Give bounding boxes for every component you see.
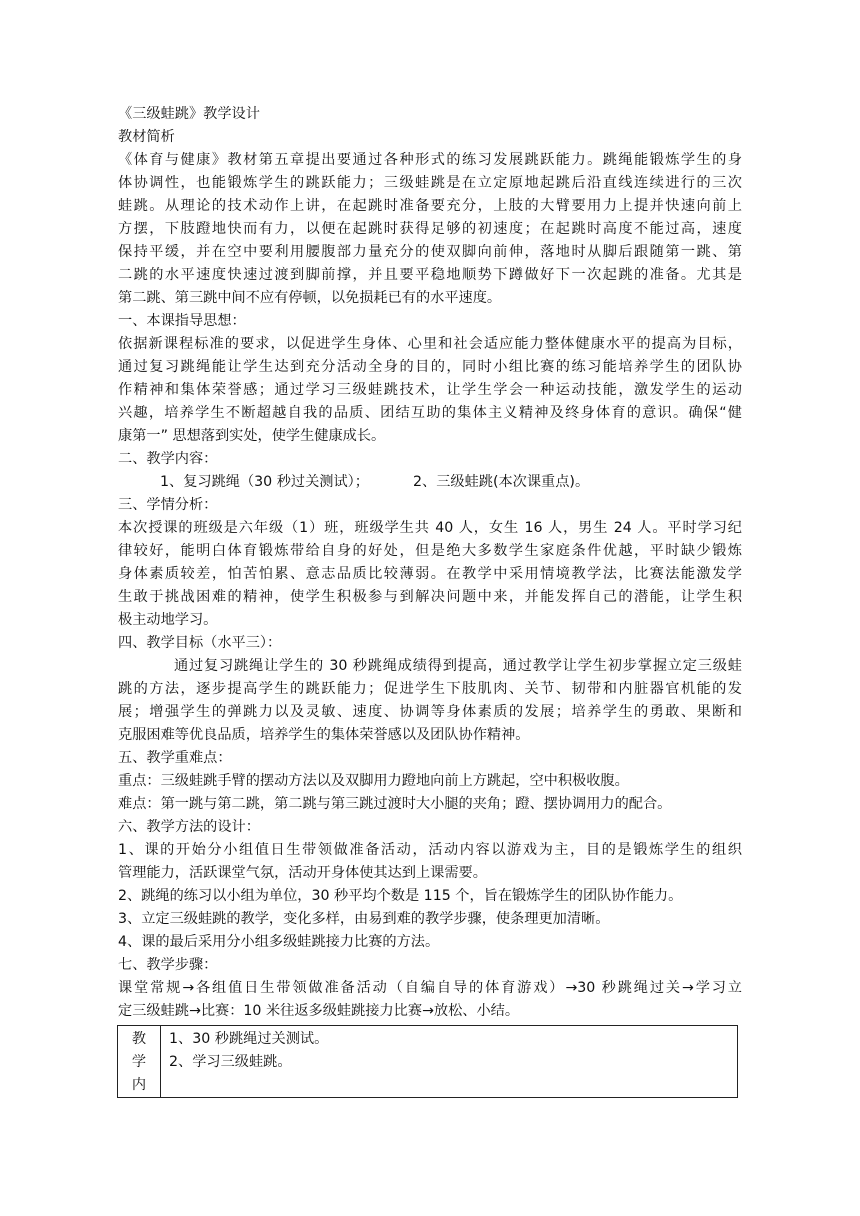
text-line: 律较好，能明白体育锻炼带给自身的好处，但是绝大多数学生家庭条件优越，平时缺少锻炼 [118, 543, 742, 559]
text-line: 方摆，下肢蹬地快而有力，以便在起跳时获得足够的初速度；在起跳时高度不能过高，速度 [118, 221, 742, 237]
lesson-content-table [117, 1025, 738, 1098]
text-line: 展；增强学生的弹跳力以及灵敏、速度、协调等身体素质的发展；培养学生的勇敢、果断和 [118, 704, 742, 720]
objective-first-line: 通过复习跳绳让学生的 30 秒跳绳成绩得到提高，通过教学让学生初步掌握立定三级蛙 [174, 658, 742, 674]
text-line: 兴趣，培养学生不断超越自我的品质、团结互助的集体主义精神及终身体育的意识。确保“健 [118, 405, 742, 421]
table-label-char: 教 [131, 1031, 147, 1047]
table-label-char: 内 [131, 1077, 147, 1093]
text-line: 七、教学步骤： [118, 957, 218, 973]
text-line: 二跳的水平速度快速过渡到脚前撑，并且要平稳地顺势下蹲做好下一次起跳的准备。尤其是 [118, 267, 742, 283]
teaching-content-item-2: 2、三级蛙跳(本次课重点)。 [413, 474, 590, 490]
text-line: 五、教学重难点： [118, 750, 232, 766]
text-line: 四、教学目标（水平三）： [118, 635, 282, 651]
table-label-cell [118, 1026, 161, 1098]
text-line: 三、学情分析： [118, 497, 218, 513]
section-block-2 [118, 494, 742, 655]
text-line: 生敢于挑战困难的精神，使学生积极参与到解决问题中来，并能发挥自己的潜能，让学生积 [118, 589, 742, 605]
document-body [118, 103, 742, 1023]
text-line: 跳的方法，逐步提高学生的跳跃能力；促进学生下肢肌肉、关节、韧带和内脏器官机能的发 [118, 681, 742, 697]
table-label-char: 学 [131, 1054, 147, 1070]
text-line: 2、跳绳的练习以小组为单位，30 秒平均个数是 115 个，旨在锻炼学生的团队协作能力。 [118, 888, 683, 904]
teaching-content-item-1: 1、复习跳绳（30 秒过关测试）； [160, 474, 369, 490]
text-line: 定三级蛙跳→比赛：10 米往返多级蛙跳接力比赛→放松、小结。 [118, 1003, 520, 1019]
text-line: 康第一” 思想落到实处，使学生健康成长。 [118, 428, 386, 444]
text-line: 教材简析 [118, 129, 175, 145]
document-title: 《三级蛙跳》教学设计 [118, 106, 260, 122]
table-content-line: 2、学习三级蛙跳。 [169, 1054, 292, 1070]
text-line: 管理能力，活跃课堂气氛，活动开身体使其达到上课需要。 [118, 865, 487, 881]
text-line: 极主动地学习。 [118, 612, 218, 628]
text-line: 通过复习跳绳能让学生达到充分活动全身的目的，同时小组比赛的练习能培养学生的团队协 [118, 359, 742, 375]
section-block-1 [118, 126, 742, 471]
text-line: 一、本课指导思想： [118, 313, 246, 329]
text-line: 六、教学方法的设计： [118, 819, 260, 835]
text-line: 克服困难等优良品质，培养学生的集体荣誉感以及团队协作精神。 [118, 727, 530, 743]
text-line: 第二跳、第三跳中间不应有停顿，以免损耗已有的水平速度。 [118, 290, 502, 306]
text-line: 重点：三级蛙跳手臂的摆动方法以及双脚用力蹬地向前上方跳起，空中积极收腹。 [118, 773, 629, 789]
text-line: 保持平缓，并在空中要利用腰腹部力量充分的使双脚向前伸，落地时从脚后跟随第一跳、第 [118, 244, 742, 260]
text-line: 4、课的最后采用分小组多级蛙跳接力比赛的方法。 [118, 934, 440, 950]
text-line: 课堂常规→各组值日生带领做准备活动（自编自导的体育游戏）→30 秒跳绳过关→学习立 [118, 980, 742, 996]
text-line: 3、立定三级蛙跳的教学，变化多样，由易到难的教学步骤，使条理更加清晰。 [118, 911, 610, 927]
text-line: 1、课的开始分小组值日生带领做准备活动，活动内容以游戏为主，目的是锻炼学生的组织 [118, 842, 742, 858]
text-line: 作精神和集体荣誉感；通过学习三级蛙跳技术，让学生学会一种运动技能，激发学生的运动 [118, 382, 742, 398]
text-line: 二、教学内容： [118, 451, 218, 467]
text-line: 身体素质较差，怕苦怕累、意志品质比较薄弱。在教学中采用情境教学法，比赛法能激发学 [118, 566, 742, 582]
section-block-3 [118, 678, 742, 1023]
text-line: 难点：第一跳与第二跳，第二跳与第三跳过渡时大小腿的夹角；蹬、摆协调用力的配合。 [118, 796, 672, 812]
table-content-cell [161, 1026, 738, 1098]
text-line: 体协调性，也能锻炼学生的跳跃能力；三级蛙跳是在立定原地起跳后沿直线连续进行的三次 [118, 175, 742, 191]
text-line: 《体育与健康》教材第五章提出要通过各种形式的练习发展跳跃能力。跳绳能锻炼学生的身 [118, 152, 742, 168]
table-content-line: 1、30 秒跳绳过关测试。 [169, 1031, 329, 1047]
text-line: 蛙跳。从理论的技术动作上讲，在起跳时准备要充分，上肢的大臂要用力上提并快速向前上 [118, 198, 742, 214]
text-line: 本次授课的班级是六年级（1）班，班级学生共 40 人，女生 16 人，男生 24 人。平时学习纪 [118, 520, 742, 536]
teaching-content-row [118, 471, 742, 494]
text-line: 依据新课程标准的要求，以促进学生身体、心里和社会适应能力整体健康水平的提高为目标， [118, 336, 742, 352]
